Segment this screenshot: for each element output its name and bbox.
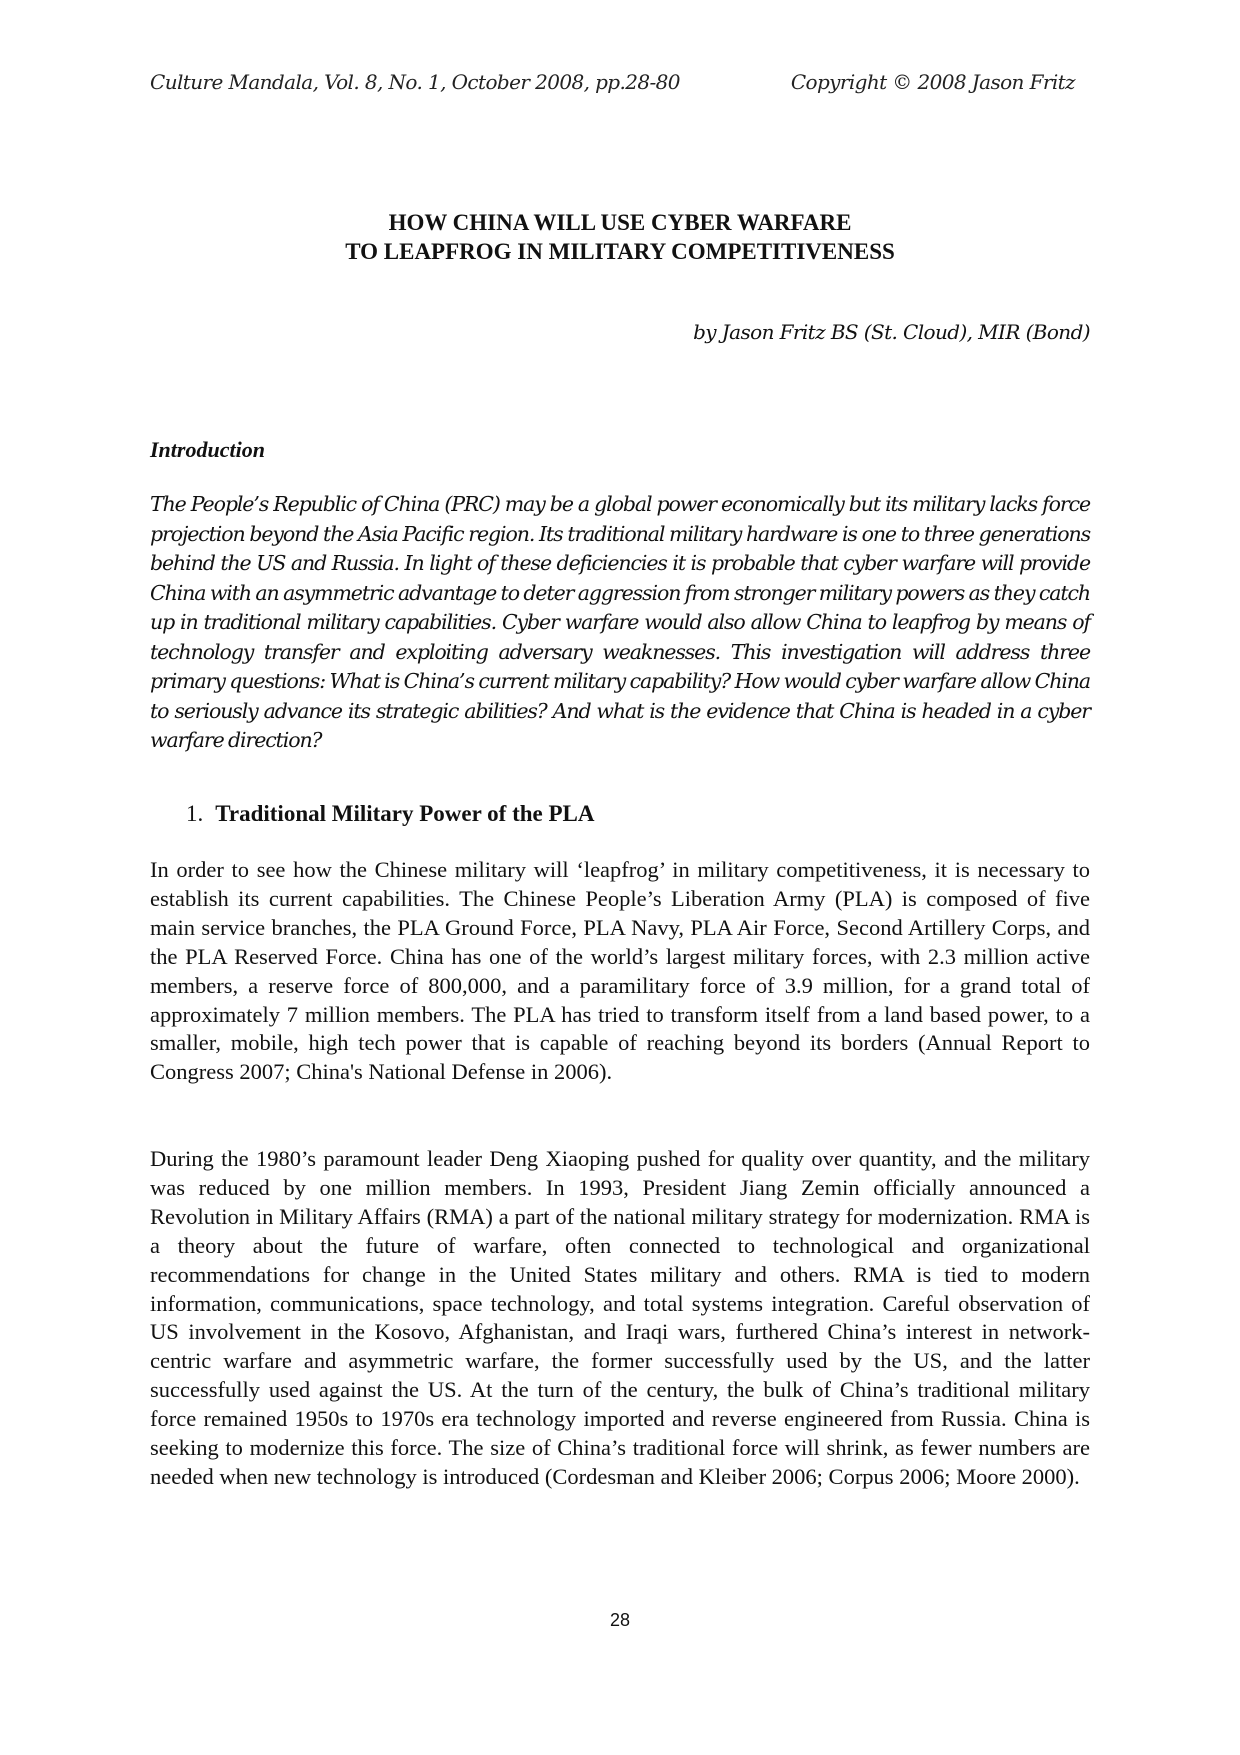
page-number: 28 bbox=[609, 1610, 631, 1630]
title-line-1: HOW CHINA WILL USE CYBER WARFARE bbox=[388, 210, 852, 235]
author-byline: by Jason Fritz BS (St. Cloud), MIR (Bond) bbox=[693, 320, 1090, 344]
journal-header: Culture Mandala, Vol. 8, No. 1, October 2008, pp.28-80 bbox=[150, 70, 680, 94]
paper-title bbox=[150, 208, 1090, 266]
title-line-2: TO LEAPFROG IN MILITARY COMPETITIVENESS bbox=[345, 239, 895, 264]
section-title: Traditional Military Power of the PLA bbox=[215, 801, 595, 826]
introduction-heading: Introduction bbox=[150, 437, 265, 462]
body-paragraph-1: In order to see how the Chinese military will ‘leapfrog’ in military competitiveness, it is necessary to establish its current capabilities. The Chinese People’s Liberation Army (PLA) is composed of five main service branches, the PLA Ground Force, PLA Navy, PLA Air Force, Second Artillery Corps, and the PLA Reserved Force. China has one of the world’s largest military forces, with 2.3 million active members, a reserve force of 800,000, and a paramilitary force of 3.9 million, for a grand total of approximately 7 million members. The PLA has tried to transform itself from a land based power, to a smaller, mobile, high tech power that is capable of reaching beyond its borders (Annual Report to Congress 2007; China's National Defense in 2006). bbox=[150, 857, 1090, 1085]
introduction-text: The People’s Republic of China (PRC) may be a global power economically but its military lacks force projection beyond the Asia Pacific region. Its traditional military hardware is one to three generations behind the US and Russia. In light of these deficiencies it is probable that cyber warfare will provide China with an asymmetric advantage to deter aggression from stronger military powers as they catch up in traditional military capabilities. Cyber warfare would also allow China to leapfrog by means of technology transfer and exploiting adversary weaknesses. This investigation will address three primary questions: What is China’s current military capability? How would cyber warfare allow China to seriously advance its strategic abilities? And what is the evidence that China is headed in a cyber warfare direction? bbox=[150, 492, 1090, 752]
section-1-heading bbox=[186, 801, 594, 827]
section-number: 1. bbox=[186, 801, 204, 826]
body-paragraph-2: During the 1980’s paramount leader Deng Xiaoping pushed for quality over quantity, and the military was reduced by one million members. In 1993, President Jiang Zemin officially announced a Revolution in Military Affairs (RMA) a part of the national military strategy for modernization. RMA is a theory about the future of warfare, often connected to technological and organizational recommendations for change in the United States military and others. RMA is tied to modern information, communications, space technology, and total systems integration. Careful observation of US involvement in the Kosovo, Afghanistan, and Iraqi wars, furthered China’s interest in network-centric warfare and asymmetric warfare, the former successfully used by the US, and the latter successfully used against the US. At the turn of the century, the bulk of China’s traditional military force remained 1950s to 1970s era technology imported and reverse engineered from Russia. China is seeking to modernize this force. The size of China’s traditional force will shrink, as fewer numbers are needed when new technology is introduced (Cordesman and Kleiber 2006; Corpus 2006; Moore 2000). bbox=[150, 1146, 1090, 1489]
copyright-header: Copyright © 2008 Jason Fritz bbox=[790, 70, 1075, 94]
